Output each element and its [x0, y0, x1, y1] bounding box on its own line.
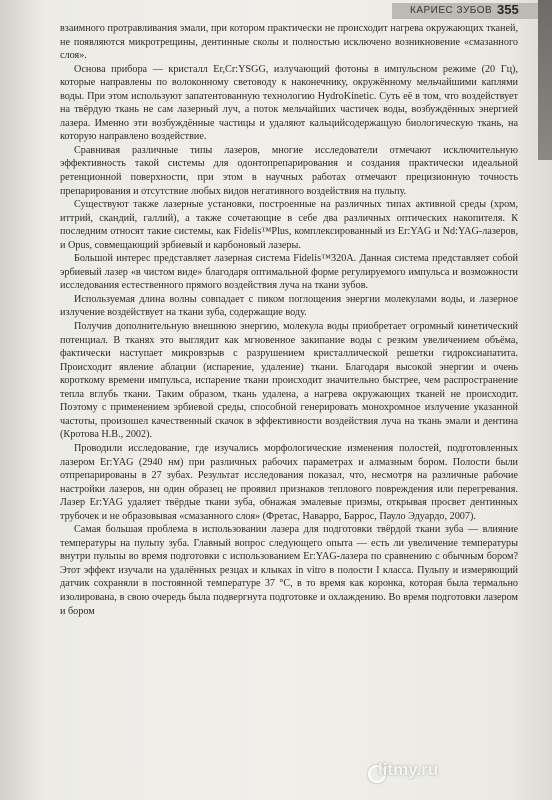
- paragraph: Самая большая проблема в использовании лазера для подготовки твёрдой ткани зуба — влияние температуры на пульпу зуба. Главный вопрос следующего опыта — есть ли увеличение температуры внутри пульпы во время подготовки с использованием Er:YAG-лазера по сравнению с обычным бором? Этот эффект изучали на удалённых резцах и клыках in vitro в полости I класса. Пульпу и измеряющий датчик сохраняли в постоянной температуре 37 °C, в то время как коронка, которая была термально изолирована, в свою очередь была подвергнута подготовке и охлаждению. Во время подготовки лазером и бором: [60, 524, 518, 617]
- running-header: [0, 0, 552, 22]
- paragraph: взаимного протравливания эмали, при котором практически не происходит нагрева окружающих тканей, не появляются микротрещины, дентинные сколы и полностью исключено возникновение «смазанного слоя».: [60, 23, 518, 62]
- running-title: КАРИЕС ЗУБОВ: [410, 5, 493, 16]
- paragraph: Используемая длина волны совпадает с пиком поглощения энергии молекулами воды, и лазерное излучение воздействует на ткани зуба, содержащие воду.: [60, 293, 518, 319]
- watermark: litmy.ru: [378, 760, 439, 779]
- paragraph: Сравнивая различные типы лазеров, многие исследователи отмечают исключительную эффективность такой системы для одонтопрепарирования и создания практически идеальной ретенционной поверхности, при этом в научных работах отмечают прецизионную точность препарирования и отсутствие любых видов негативного воздействия на пульпу.: [60, 144, 518, 197]
- paragraph: Основа прибора — кристалл Er,Cr:YSGG, излучающий фотоны в импульсном режиме (20 Гц), которые направлены по волоконному световоду к наконечнику, окружённому мельчайшими каплями воды. При этом используют запатентованную технологию HydroKinetic. Суть её в том, что воздействует на твёрдую ткань не сам лазерный луч, а поток мельчайших частичек воды, возбуждённых энергией лазера. Именно эти возбуждённые частицы и удаляют кальцийсодержащую биологическую ткань, на которую направлено воздействие.: [60, 63, 518, 143]
- chapter-thumb-tab: [538, 0, 552, 160]
- paragraph: Существуют также лазерные установки, построенные на различных типах активной среды (хром, иттрий, скандий, галлий), а также сочетающие в себе два различных оптических накопителя. К последним относят такие системы, как Fidelis™Plus, комплексированный из Er:YAG и Nd:YAG-лазеров, и Opus, совмещающий эрбиевый и карбоновый лазеры.: [60, 199, 518, 251]
- page-number: 355: [497, 2, 519, 17]
- body-text: [60, 22, 518, 618]
- paragraph: Большой интерес представляет лазерная система Fidelis™320A. Данная система представляет собой эрбиевый лазер «в чистом виде» благодаря оптимальной форме регулируемого импульса и возможности исследования естественного прямого воздействия луча на ткани зубов.: [60, 253, 518, 292]
- paragraph: Проводили исследование, где изучались морфологические изменения полостей, подготовленных лазером Er:YAG (2940 нм) при различных рабочих параметрах и алмазным бором. Полости были отпрепарированы в 27 зубах. Результат исследования показал, что, несмотря на различные рабочие настройки лазеров, ни один образец не проявил признаков теплового повреждения или перегревания. Лазер Er:YAG удаляет твёрдые ткани зуба, обнажая эмалевые призмы, открывая просвет дентинных трубочек и не образовывая «смазанного слоя» (Фретас, Наварро, Баррос, Пауло Эдуардо, 2007).: [60, 442, 518, 522]
- paragraph: Получив дополнительную внешнюю энергию, молекула воды приобретает огромный кинетический потенциал. В тканях это выглядит как мгновенное закипание воды с резким увеличением объёма, фактически наступает микровзрыв с разрушением кристаллической решетки гидроксиапатита. Происходит явление аблации (испарение, удаление) ткани. Благодаря высокой энергии и очень короткому времени импульса, испарение ткани происходит значительно быстрее, чем распространение тепла вглубь ткани. Таким образом, ткань удалена, а нагрева окружающих тканей не происходит. Поэтому с применением эрбиевой среды, способной генерировать монохромное излучение указанной частоты, произошел качественный скачок в эффективности воздействия луча на ткань эмали и дентина (Кротова Н.В., 2002).: [60, 321, 518, 441]
